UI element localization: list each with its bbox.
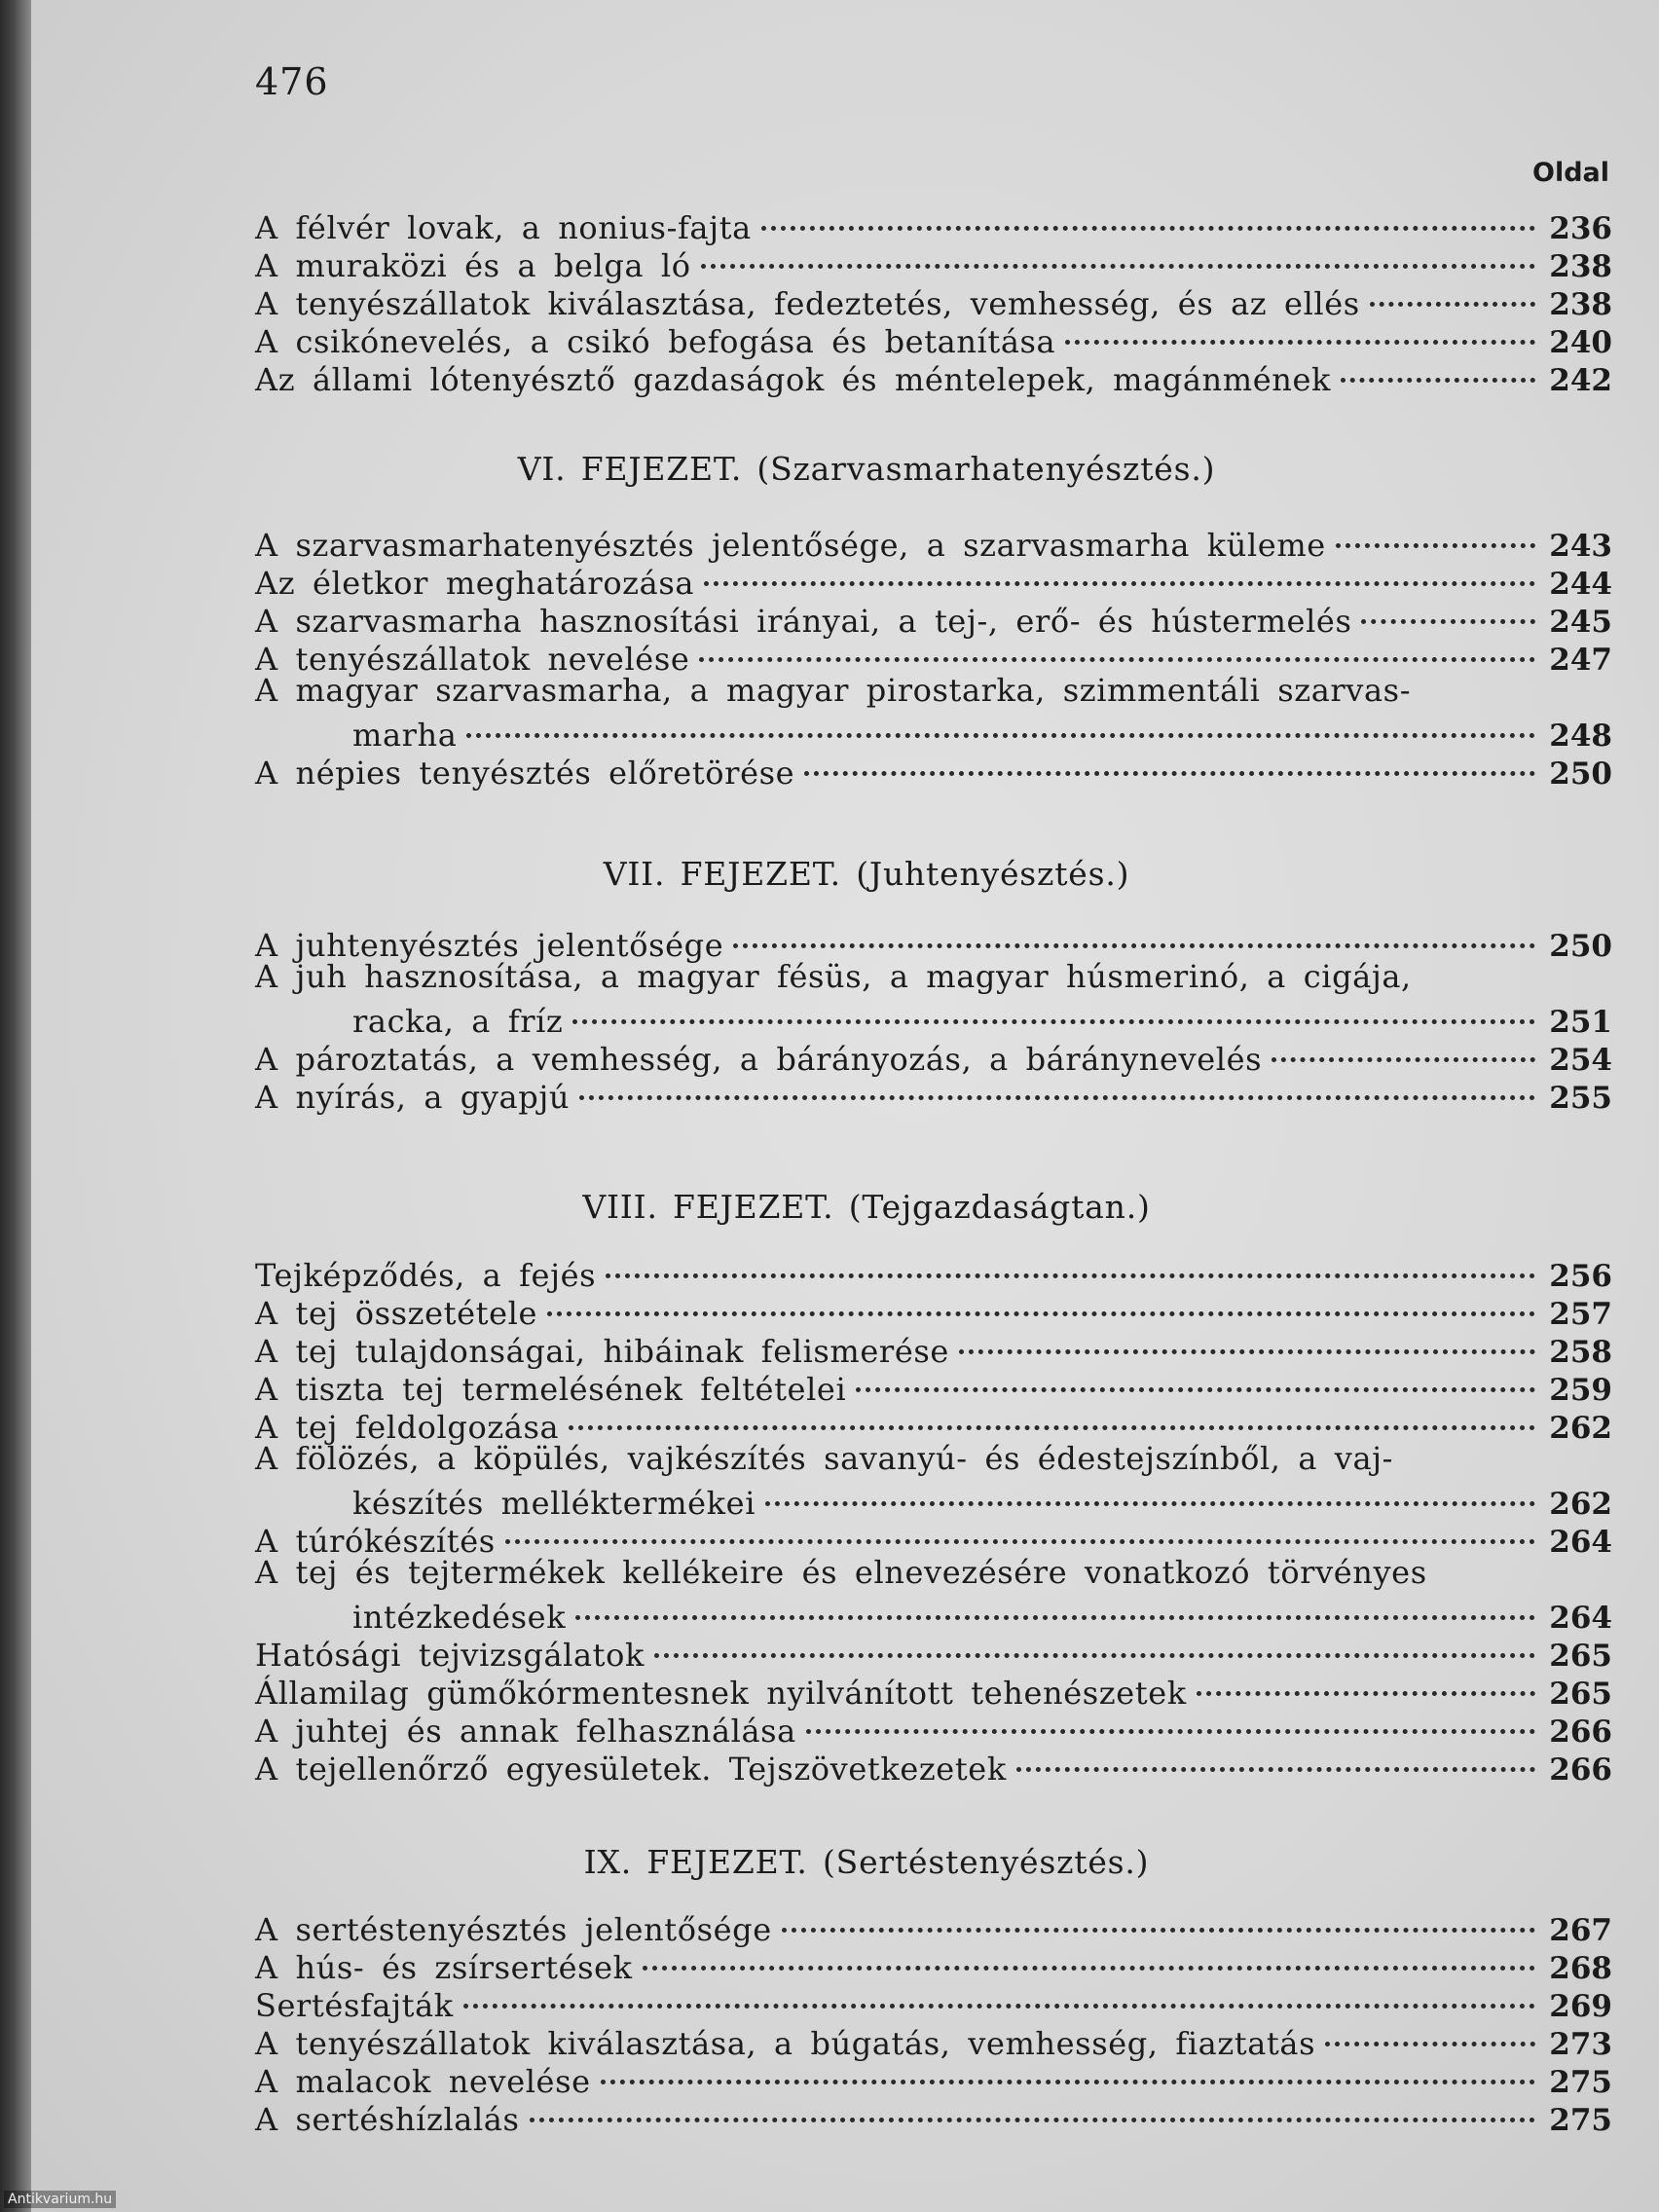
toc-section [255,1904,1612,2138]
page-column-header: Oldal [1532,158,1610,188]
toc-entry-title: A tej tulajdonságai, hibáinak felismerése [255,1333,949,1370]
dot-leader [699,626,1535,662]
dot-leader [1361,588,1535,624]
dot-leader [1065,309,1535,345]
page-number: 476 [255,60,329,103]
dot-leader [463,1972,1536,2009]
toc-entry-page: 242 [1549,363,1612,398]
toc-entry-page: 266 [1549,1714,1612,1750]
toc-entry-title: A fölözés, a köpülés, vajkészítés savanyú- és édestejszínből, a vaj- [255,1440,1394,1477]
dot-leader [572,988,1535,1024]
toc-entry-title: A magyar szarvasmarha, a magyar pirostarka, szimmentáli szarvas- [255,672,1412,709]
toc-entry-page: 238 [1549,287,1612,322]
toc-entry-page: 259 [1549,1373,1612,1408]
dot-leader [1272,1026,1535,1062]
toc-entry-title: A tejellenőrző egyesületek. Tejszövetkezetek [255,1751,1007,1788]
dot-leader [530,2086,1536,2122]
toc-entry-page: 256 [1549,1259,1612,1294]
dot-leader [782,1897,1535,1933]
dot-leader [704,550,1535,586]
toc-entry-title: A tiszta tej termelésének feltételei [255,1371,847,1408]
toc-entry-title: A nyírás, a gyapjú [255,1079,571,1116]
toc-entry-page: 247 [1549,643,1612,678]
toc-entry-title: racka, a fríz [352,1003,564,1040]
toc-entry-page: 265 [1549,1677,1612,1712]
toc-entry-title: A muraközi és a belga ló [255,247,691,284]
toc-entry-title: A sertéshízlalás [255,2101,520,2138]
dot-leader [804,740,1535,776]
chapter-heading: VI. FEJEZET. (Szarvasmarhatenyésztés.) [517,450,1216,488]
toc-entry-page: 251 [1549,1005,1612,1040]
toc-entry-title: A juh hasznosítása, a magyar fésüs, a magyar húsmerinó, a cigája, [255,958,1412,995]
toc-entry-title: Államilag gümőkórmentesnek nyilvánított tehenészetek [255,1675,1187,1712]
toc-entry-page: 240 [1549,325,1612,360]
toc-entry-title: Az életkor meghatározása [255,565,695,602]
toc-entry-page: 267 [1549,1913,1612,1948]
toc-section [255,920,1612,1116]
toc-entry-page: 264 [1549,1525,1612,1560]
toc-entry-title: A pároztatás, a vemhesség, a bárányozás, a báránynevelés [255,1041,1263,1078]
toc-entry-title: A túrókészítés [255,1523,496,1560]
dot-leader [733,912,1535,948]
toc-entry-page: 262 [1549,1487,1612,1522]
dot-leader [505,1508,1536,1544]
toc-entry-page: 265 [1549,1639,1612,1674]
toc-entry-title: intézkedések [352,1599,567,1636]
toc-entry-title: A tej feldolgozása [255,1409,560,1446]
toc-entry-page: 238 [1549,249,1612,284]
dot-leader [1325,2010,1535,2046]
toc-entry-page: 255 [1549,1081,1612,1116]
toc-entry-title: A juhtej és annak felhasználása [255,1713,796,1750]
toc-entry-title: Hatósági tejvizsgálatok [255,1637,645,1674]
toc-entry-page: 269 [1549,1989,1612,2024]
dot-leader [701,233,1536,269]
toc-section [255,520,1612,792]
toc-entry-title: Tejképződés, a fejés [255,1257,597,1294]
toc-entry-page: 250 [1549,929,1612,964]
dot-leader [806,1698,1535,1734]
dot-leader [466,702,1535,738]
dot-leader [601,2048,1536,2084]
chapter-heading: VII. FEJEZET. (Juhtenyésztés.) [603,855,1130,893]
dot-leader [569,1394,1535,1430]
dot-leader [643,1935,1536,1971]
toc-entry-title: A szarvasmarha hasznosítási irányai, a tej-, erő- és hústermelés [255,603,1352,640]
dot-leader [579,1064,1535,1100]
toc-entry [255,920,1612,964]
toc-entry-title: A sertéstenyésztés jelentősége [255,1911,772,1948]
toc-entry-page: 264 [1549,1601,1612,1636]
toc-entry-title: marha [352,717,458,754]
toc-entry-title: A szarvasmarhatenyésztés jelentősége, a szarvasmarha küleme [255,527,1326,564]
toc-entry-title: A félvér lovak, a nonius-fajta [255,209,752,246]
toc-entry-title: Az állami lótenyésztő gazdaságok és méntelepek, magánmének [255,361,1331,398]
toc-section [255,203,1612,398]
toc-entry-page: 236 [1549,211,1612,246]
chapter-heading: VIII. FEJEZET. (Tejgazdaságtan.) [582,1188,1151,1226]
dot-leader [575,1584,1535,1620]
toc-entry-page: 245 [1549,605,1612,640]
toc-entry-title: A csikónevelés, a csikó befogása és betanítása [255,323,1056,360]
toc-entry-title: A tenyészállatok kiválasztása, fedeztetés, vemhesség, és az ellés [255,285,1360,322]
toc-entry-title: A népies tenyésztés előretörése [255,755,795,792]
toc-entry-page: 275 [1549,2065,1612,2100]
toc-entry-page: 273 [1549,2027,1612,2062]
toc-entry-page: 244 [1549,567,1612,602]
dot-leader [547,1280,1535,1316]
toc-entry-title: A tenyészállatok nevelése [255,641,690,678]
toc-entry-title: A malacok nevelése [255,2063,591,2100]
toc-entry-title: A tej összetétele [255,1295,538,1332]
dot-leader [1370,271,1535,307]
toc-entry-page: 248 [1549,719,1612,754]
toc-entry-title: A tenyészállatok kiválasztása, a búgatás, vemhesség, fiaztatás [255,2025,1316,2062]
toc-entry-page: 257 [1549,1297,1612,1332]
toc-entry-page: 250 [1549,756,1612,792]
watermark: Antikvarium.hu [4,2191,116,2208]
dot-leader [1197,1660,1536,1696]
toc-entry-page: 275 [1549,2103,1612,2138]
dot-leader [856,1356,1535,1392]
toc-entry-title: A juhtenyésztés jelentősége [255,927,724,964]
toc-entry-page: 268 [1549,1951,1612,1986]
dot-leader [654,1622,1535,1658]
dot-leader [1016,1736,1535,1772]
dot-leader [959,1318,1535,1354]
dot-leader [761,195,1536,231]
toc-entry-page: 258 [1549,1335,1612,1370]
book-spine [0,0,31,2212]
toc-entry-title: Sertésfajták [255,1987,454,2024]
dot-leader [606,1242,1535,1278]
dot-leader [765,1470,1535,1506]
toc-entry-title: A hús- és zsírsertések [255,1949,633,1986]
toc-entry [255,748,1612,792]
toc-entry-title: A tej és tejtermékek kellékeire és elnevezésére vonatkozó törvényes [255,1554,1427,1591]
toc-entry-title: készítés melléktermékei [352,1485,756,1522]
toc-entry-page: 266 [1549,1752,1612,1788]
toc-entry-page: 262 [1549,1411,1612,1446]
chapter-heading: IX. FEJEZET. (Sertéstenyésztés.) [583,1843,1150,1881]
toc-entry-page: 243 [1549,529,1612,564]
toc-entry-page: 254 [1549,1043,1612,1078]
dot-leader [1341,347,1535,383]
dot-leader [1336,512,1535,548]
toc-section [255,1250,1612,1788]
